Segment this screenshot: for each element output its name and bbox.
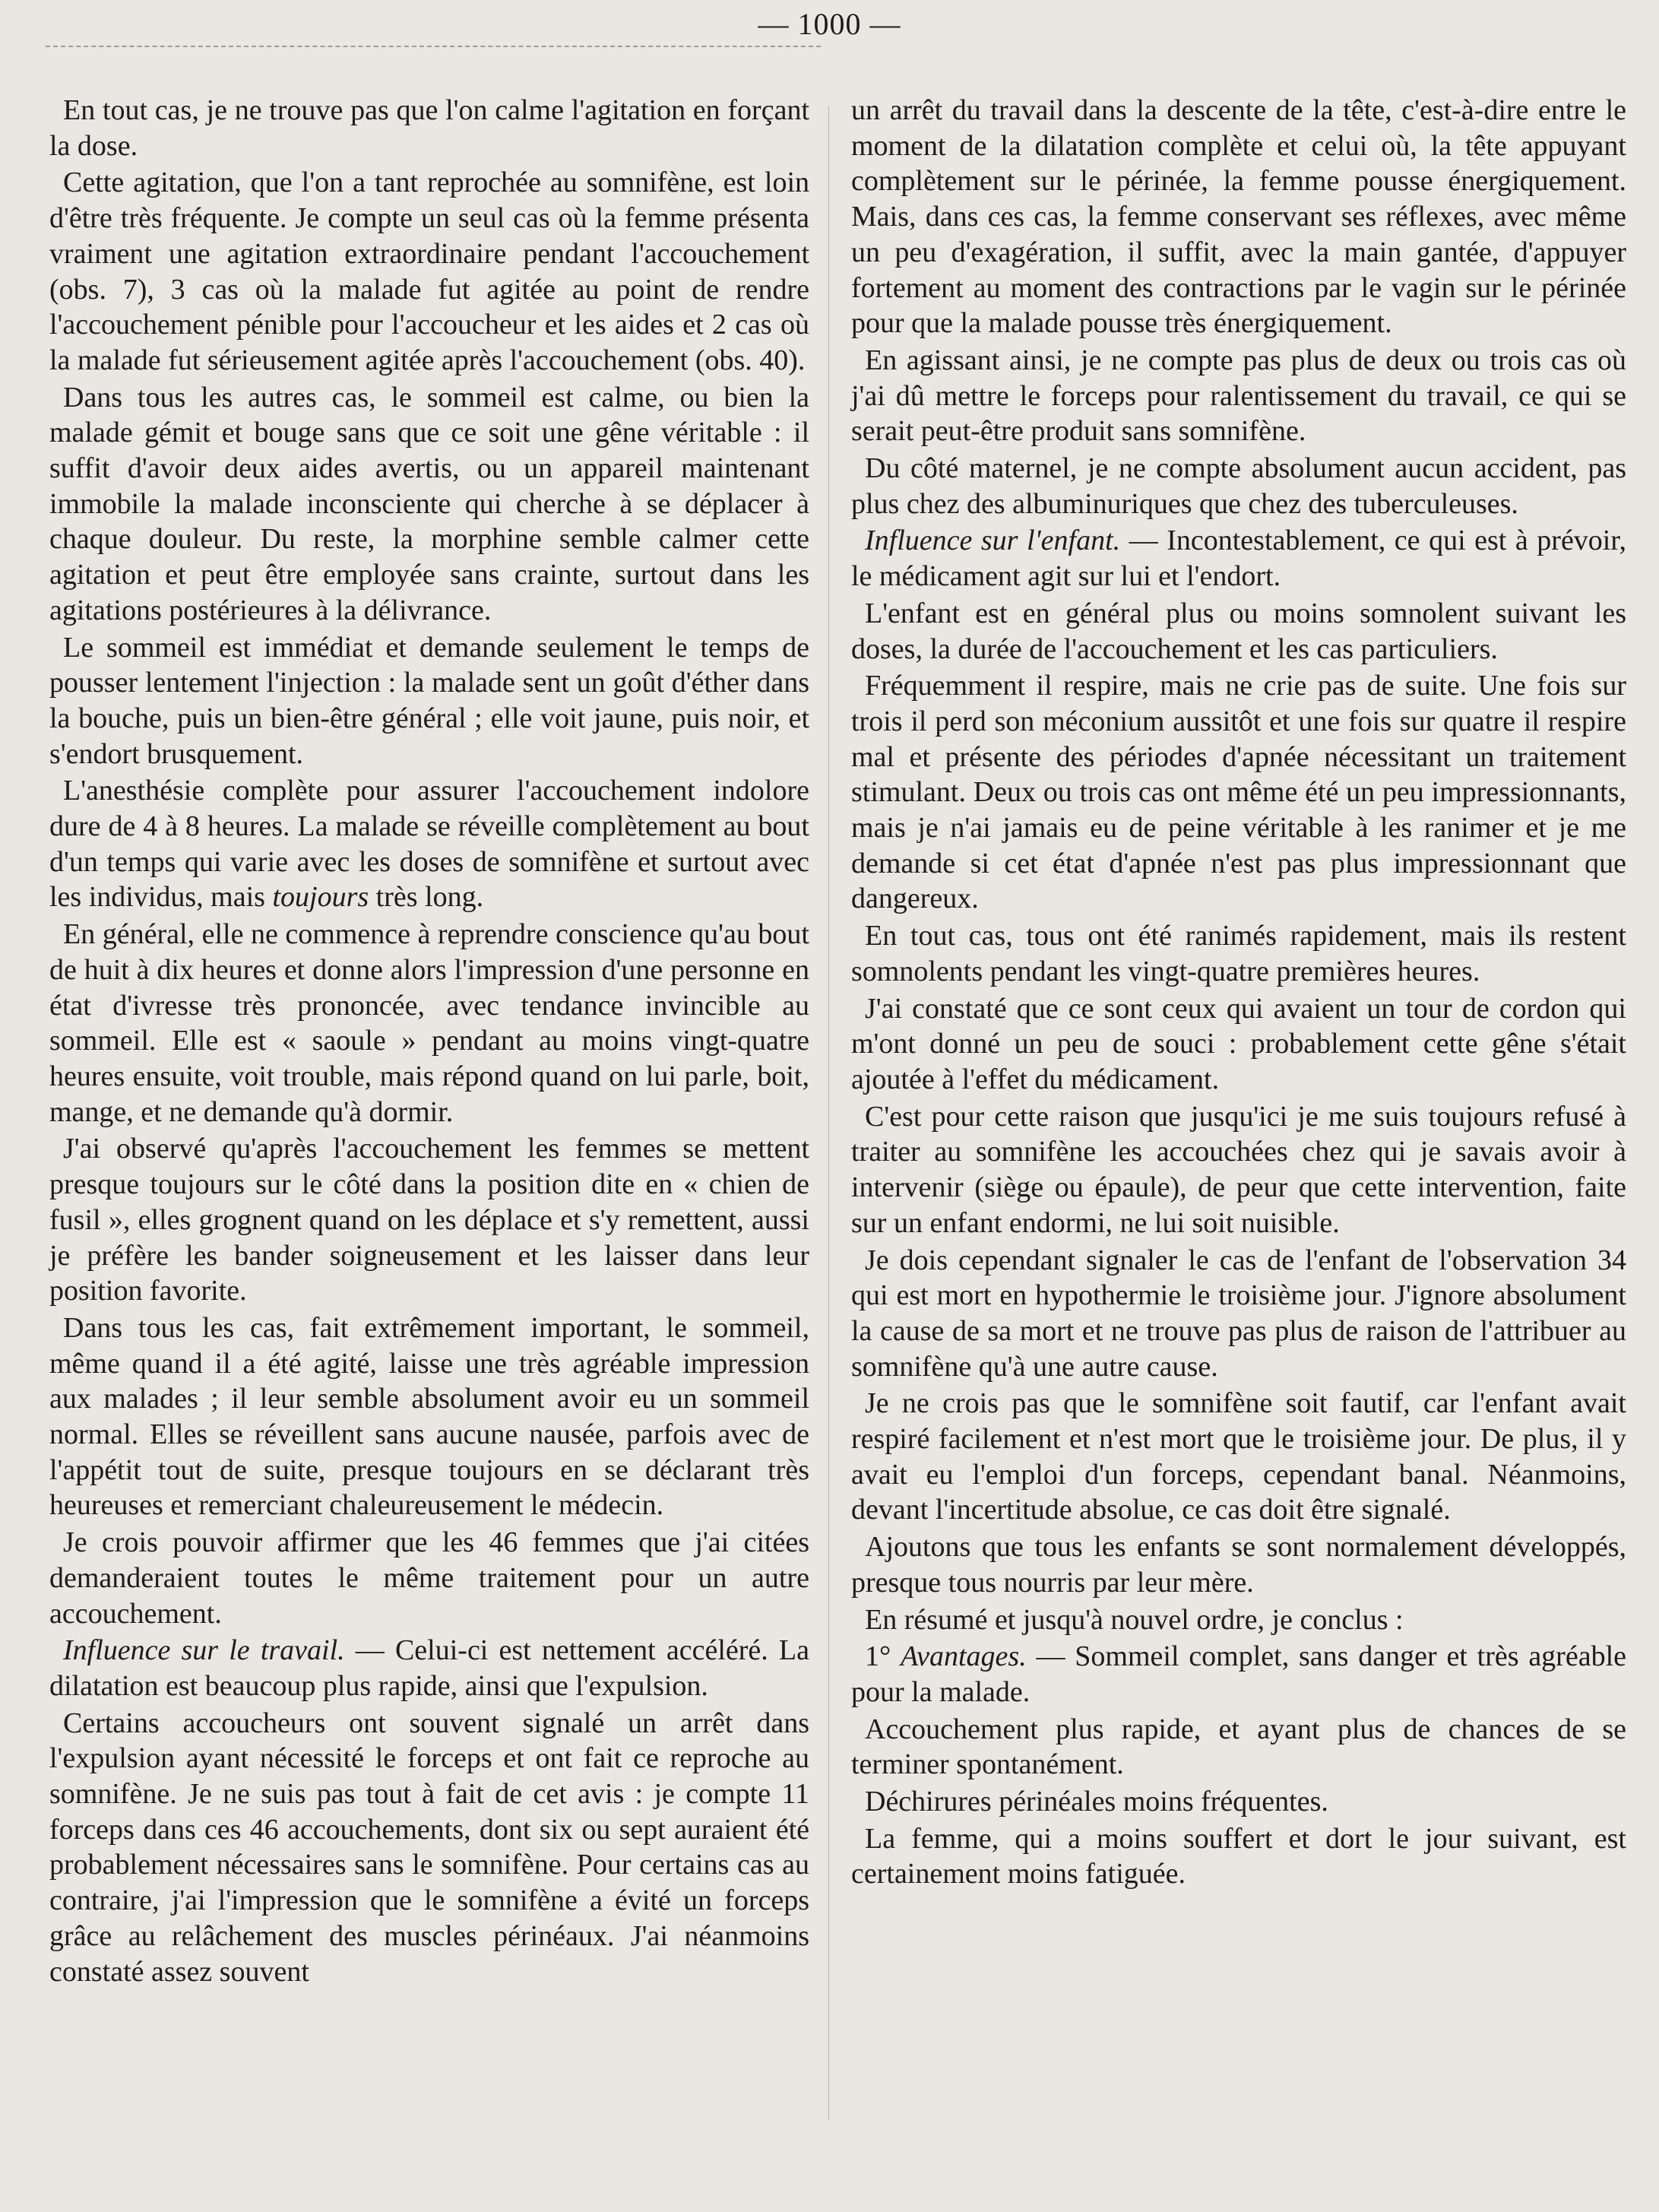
paragraph-text: — Incontestablement, ce qui est à prévoir, le médicament agit sur lui et l'endort. [851,524,1626,593]
paragraph-continued: un arrêt du travail dans la descente de la tête, c'est-à-dire entre le moment de la dilatation complète et celui où, la tête appuyant complètement sur le périnée, la femme pousse énergiquement. Mais, dans ces cas, la femme conservant ses réflexes, avec même un peu d'exagération, il suffit, avec la main gantée, d'appuyer fortement au moment des contractions par le vagin sur le périnée pour que la malade pousse très énergiquement. [851,94,1626,340]
header-rule [46,46,821,47]
paragraph: Dans tous les autres cas, le sommeil est calme, ou bien la malade gémit et bouge sans que ce soit une gêne véritable : il suffit d'avoir deux aides avertis, ou un appareil maintenant immobile la malade inconsciente qui cherche à se déplacer à chaque douleur. Du reste, la morphine semble calmer cette agitation et peut être employée sans crainte, surtout dans les agitations postérieures à la délivrance. [49,381,809,626]
paragraph: La femme, qui a moins souffert et dort le jour suivant, est certainement moins fatiguée. [851,1822,1626,1890]
paragraph: Accouchement plus rapide, et ayant plus de chances de se terminer spontanément. [851,1713,1626,1781]
paragraph: En agissant ainsi, je ne compte pas plus de deux ou trois cas où j'ai dû mettre le forceps pour ralentissement du travail, ce qui se serait peut-être produit sans somnifène. [851,344,1626,448]
paragraph: Le sommeil est immédiat et demande seulement le temps de pousser lentement l'injection : la malade sent un goût d'éther dans la bouche, puis un bien-être général ; elle voit jaune, puis noir, et s'endort brusquement. [49,631,809,770]
paragraph-text: L'anesthésie complète pour assurer l'accouchement indolore dure de 4 à 8 heures. La malade se réveille complètement au bout d'un temps qui varie avec les doses de somnifène et surtout avec les individus, mais [49,775,809,914]
emphasis: toujours [272,881,369,914]
paragraph: En tout cas, tous ont été ranimés rapidement, mais ils restent somnolents pendant les vingt-quatre premières heures. [851,920,1626,987]
paragraph: C'est pour cette raison que jusqu'ici je me suis toujours refusé à traiter au somnifène les accouchées chez qui je savais avoir à intervenir (siège ou épaule), de peur que cette intervention, faite sur un enfant endormi, ne lui soit nuisible. [851,1100,1626,1239]
paragraph: J'ai observé qu'après l'accouchement les femmes se mettent presque toujours sur le côté dans la position dite en « chien de fusil », elles grognent quand on les déplace et s'y remettent, aussi je préfère les bander soigneusement et les laisser dans leur position favorite. [49,1133,809,1307]
paragraph: Cette agitation, que l'on a tant reprochée au somnifène, est loin d'être très fréquente. Je compte un seul cas où la femme présenta vraiment une agitation extraordinaire pendant l'accouchement (obs. 7), 3 cas où la malade fut agitée au point de rendre l'accouchement pénible pour l'accoucheur et les aides et 2 cas où la malade fut sérieusement agitée après l'accouchement (obs. 40). [49,166,809,376]
paragraph: En tout cas, je ne trouve pas que l'on calme l'agitation en forçant la dose. [49,94,809,162]
paragraph-text: très long. [369,881,484,914]
paragraph: Déchirures périnéales moins fréquentes. [865,1786,1328,1818]
paragraph [851,1639,1626,1710]
paragraph: Je crois pouvoir affirmer que les 46 femmes que j'ai citées demanderaient toutes le même traitement pour un autre accouchement. [49,1526,809,1630]
paragraph [851,523,1626,594]
paragraph: J'ai constaté que ce sont ceux qui avaient un tour de cordon qui m'ont donné un peu de souci : probablement cette gêne s'était ajoutée à l'effet du médicament. [851,992,1626,1095]
paragraph: Je dois cependant signaler le cas de l'enfant de l'observation 34 qui est mort en hypothermie le troisième jour. J'ignore absolument la cause de sa mort et ne trouve pas plus de raison de l'attribuer au somnifène qu'à une autre cause. [851,1244,1626,1383]
paragraph: Ajoutons que tous les enfants se sont normalement développés, presque tous nourris par leur mère. [851,1531,1626,1599]
paragraph: Dans tous les cas, fait extrêmement important, le sommeil, même quand il a été agité, laisse une très agréable impression aux malades ; il leur semble absolument avoir eu un sommeil normal. Elles se réveillent sans aucune nausée, parfois avec de l'appétit tout de suite, presque toujours en se déclarant très heureuses et remerciant chaleureusement le médecin. [49,1311,809,1522]
left-column [49,93,809,1991]
paragraph-text: — Sommeil complet, sans danger et très agréable pour la malade. [851,1640,1626,1708]
paragraph-text: — Celui-ci est nettement accéléré. La dilatation est beaucoup plus rapide, ainsi que l'expulsion. [49,1634,809,1702]
paragraph: Du côté maternel, je ne compte absolument aucun accident, pas plus chez des albuminuriques que chez des tuberculeuses. [851,452,1626,520]
paragraph: En général, elle ne commence à reprendre conscience qu'au bout de huit à dix heures et donne alors l'impression d'une personne en état d'ivresse très prononcée, avec tendance invincible au sommeil. Elle est « saoule » pendant au moins vingt-quatre heures ensuite, voit trouble, mais répond quand on lui parle, boit, mange, et ne demande qu'à dormir. [49,918,809,1128]
paragraph: Je ne crois pas que le somnifène soit fautif, car l'enfant avait respiré facilement et n'est mort que le troisième jour. De plus, il y avait eu l'emploi d'un forceps, cependant banal. Néanmoins, devant l'incertitude absolue, ce cas doit être signalé. [851,1387,1626,1526]
section-heading: Influence sur le travail. [63,1634,345,1667]
emphasis: Avantages. [901,1640,1027,1673]
paragraph [49,773,809,915]
page-number: — 1000 — [758,7,901,41]
paragraph: Certains accoucheurs ont souvent signalé un arrêt dans l'expulsion ayant nécessité le forceps et ont fait ce reproche au somnifène. Je ne suis pas tout à fait de cet avis : je compte 11 forceps dans ces 46 accouchements, dont six ou sept auraient été probablement nécessaires sans le somnifène. Pour certains cas au contraire, j'ai l'impression que le somnifène a évité un forceps grâce au relâchement des muscles périnéaux. J'ai néanmoins constaté assez souvent [49,1707,809,1988]
paragraph: Fréquemment il respire, mais ne crie pas de suite. Une fois sur trois il perd son méconium aussitôt et une fois sur quatre il respire mal et présente des périodes d'apnée nécessitant un traitement stimulant. Deux ou trois cas ont même été un peu impressionnants, mais je n'ai jamais eu de peine véritable à les ranimer et je me demande si cet état d'apnée n'est pas plus impressionnant que dangereux. [851,670,1626,915]
section-heading: Influence sur l'enfant. [865,524,1121,557]
column-divider [828,106,829,2121]
paragraph: L'enfant est en général plus ou moins somnolent suivant les doses, la durée de l'accouchement et les cas particuliers. [851,597,1626,665]
paragraph [49,1633,809,1703]
list-number: 1° [865,1640,901,1673]
paragraph: En résumé et jusqu'à nouvel ordre, je conclus : [865,1603,1404,1636]
right-column [851,93,1626,1894]
